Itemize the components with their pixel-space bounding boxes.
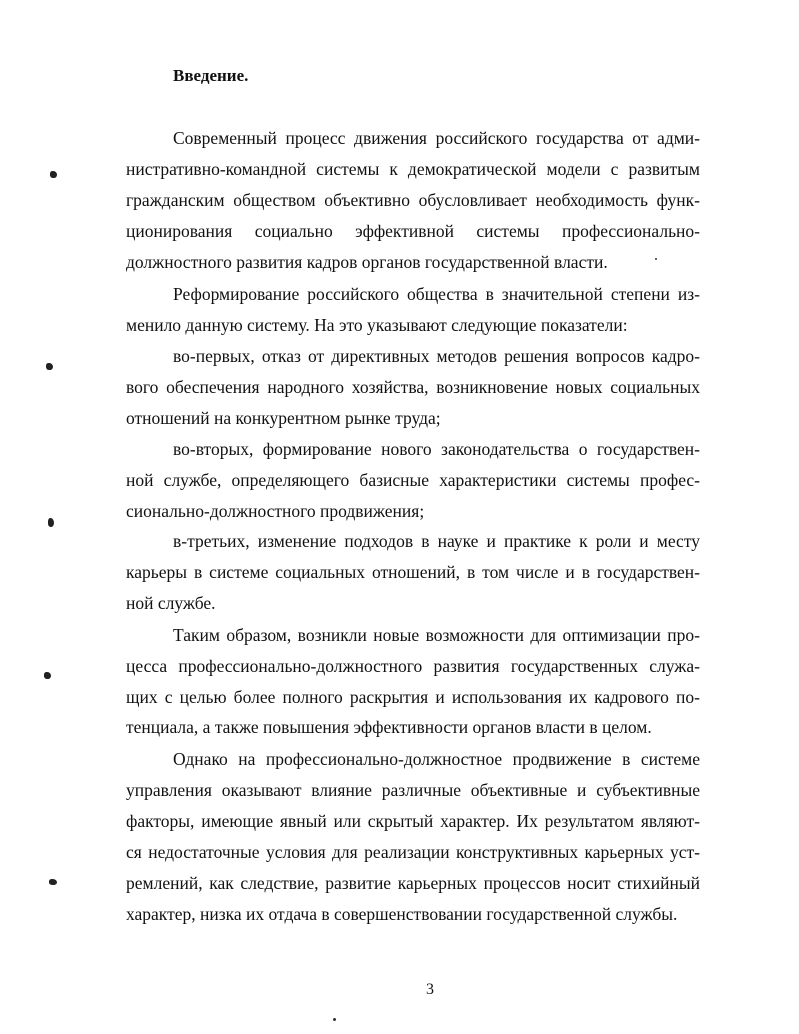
text-line: во-первых, отказ от директивных методов решения вопросов кадро- — [173, 346, 700, 366]
scan-mark — [44, 672, 51, 679]
text-line: в-третьих, изменение подходов в науке и практике к роли и месту — [173, 531, 700, 551]
text-line: Современный процесс движения российского государства от адми- — [173, 128, 700, 148]
text-line: Таким образом, возникли новые возможности для оптимизации про- — [173, 625, 700, 645]
scan-mark — [48, 518, 54, 527]
text-line: менило данную систему. На это указывают следующие показатели: — [126, 315, 628, 335]
text-line: гражданским обществом объективно обусловливает необходимость функ- — [126, 190, 700, 210]
text-line: тенциала, а также повышения эффективности органов власти в целом. — [126, 717, 652, 737]
text-line: Реформирование российского общества в значительной степени из- — [173, 284, 700, 304]
scan-mark — [46, 363, 53, 370]
text-line: ся недостаточные условия для реализации конструктивных карьерных уст- — [126, 842, 700, 862]
scan-mark — [49, 879, 57, 885]
text-line: цесса профессионально-должностного развития государственных служа- — [126, 656, 700, 676]
scan-mark — [50, 171, 57, 178]
text-line: должностного развития кадров органов государственной власти. — [126, 252, 608, 272]
section-heading: Введение. — [173, 66, 249, 85]
text-line: факторы, имеющие явный или скрытый характер. Их результатом являют- — [126, 811, 700, 831]
text-line: ционирования социально эффективной системы профессионально- — [126, 221, 700, 241]
text-line: сионально-должностного продвижения; — [126, 501, 425, 521]
text-line: щих с целью более полного раскрытия и использования их кадрового по- — [126, 687, 700, 707]
text-line: управления оказывают влияние различные объективные и субъективные — [126, 780, 700, 800]
text-line: Однако на профессионально-должностное продвижение в системе — [173, 749, 700, 769]
text-line: карьеры в системе социальных отношений, в том числе и в государствен- — [126, 562, 700, 582]
page-number: 3 — [426, 981, 434, 998]
text-line: отношений на конкурентном рынке труда; — [126, 408, 441, 428]
text-line: ремлений, как следствие, развитие карьерных процессов носит стихийный — [126, 873, 700, 893]
text-line: во-вторых, формирование нового законодательства о государствен- — [173, 439, 700, 459]
text-line: вого обеспечения народного хозяйства, возникновение новых социальных — [126, 377, 700, 397]
scan-speck — [333, 1018, 336, 1021]
text-line: ной службе. — [126, 593, 216, 613]
scan-speck — [655, 258, 657, 260]
text-line: ной службе, определяющего базисные характеристики системы профес- — [126, 470, 700, 490]
text-line: характер, низка их отдача в совершенствовании государственной службы. — [126, 904, 678, 924]
text-line: нистративно-командной системы к демократической модели с развитым — [126, 159, 700, 179]
